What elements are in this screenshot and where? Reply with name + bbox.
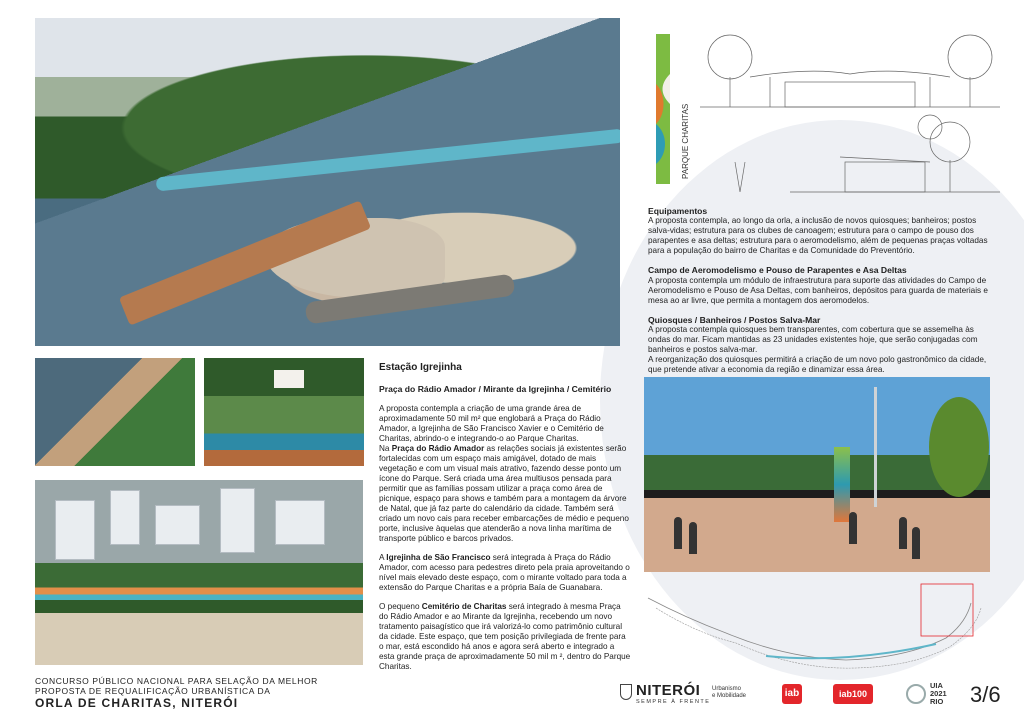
person: [849, 512, 857, 544]
station-description: [379, 362, 632, 672]
bike-path: [156, 128, 620, 191]
uia-logo: [930, 682, 947, 706]
iab100-logo: iab100: [833, 684, 873, 704]
section-text: A proposta contempla um módulo de infraestrutura para suporte das atividades do Campo de Aeromodelismo e Pouso de Asa Deltas, com banheiros, depósitos para guarda de materiais e mesa ao ar livre, que permita a montagem dos aeromodelos.: [648, 275, 988, 305]
person: [689, 522, 697, 554]
plaza-render-image: [644, 377, 990, 572]
niteroi-slogan: SEMPRE À FRENTE: [636, 699, 711, 705]
site-location-map: [646, 578, 996, 676]
uia-line: RIO: [930, 696, 944, 706]
urbanismo-line: Urbanismo: [712, 686, 742, 692]
parque-charitas-logo-bar: [656, 34, 696, 184]
station-text-1: A proposta contempla a criação de uma grande área de aproximadamente 50 mil m² que englobará a Praça do Rádio Amador, a Igrejinha de São Francisco Xavier e o Cemitério de Charitas, abrindo-o e integrando-o ao Parque Charitas.: [379, 403, 604, 443]
text-span: A: [379, 552, 387, 562]
urbanismo-logo: [712, 686, 746, 699]
text-span: Na: [379, 443, 392, 453]
kiosk-elevation-drawings: [700, 22, 1000, 202]
section-title-aeromodelismo: Campo de Aeromodelismo e Pouso de Parapentes e Asa Deltas: [648, 265, 907, 276]
park-totem: [834, 447, 850, 522]
uia-line: 2021: [930, 688, 947, 698]
text-span-bold: Igrejinha de São Francisco: [386, 552, 491, 562]
building: [110, 490, 140, 545]
station-title: Estação Igrejinha: [379, 362, 462, 373]
uia-line: UIA: [930, 681, 943, 690]
competition-title: [35, 676, 395, 711]
text-span: O pequeno: [379, 601, 422, 611]
section-title-equipamentos: Equipamentos: [648, 206, 708, 216]
logo-bar-label: PARQUE CHARITAS: [681, 103, 690, 179]
iab-logo: iab: [782, 684, 802, 704]
tree: [929, 397, 989, 497]
text-span-bold: Praça do Rádio Amador: [391, 443, 485, 453]
person: [899, 517, 907, 549]
urbanismo-line: e Mobilidade: [712, 692, 747, 699]
title-line: CONCURSO PÚBLICO NACIONAL PARA SELAÇÃO DA MELHOR: [35, 676, 318, 686]
niteroi-logo: NITERÓI: [636, 682, 701, 699]
page-number: 3/6: [970, 682, 1001, 707]
building: [220, 488, 255, 553]
text-span: será integrado à mesma Praça do Rádio Amador e ao Mirante da Igrejinha, recebendo um novo tratamento paisagístico que irá valorizá-lo como patrimônio cultural da cidade. Este espaço, que tem posição privilegiada de frente para o mar, está escondido há anos e agora será aberto e integrado a esta grande praça de aproximadamente 50 mil m ², dentro do Parque Charitas.: [379, 601, 631, 671]
aerial-image-waterfront: [35, 480, 363, 665]
project-title: ORLA DE CHARITAS, NITERÓI: [35, 696, 239, 711]
section-text: A proposta contempla, ao longo da orla, a inclusão de novos quiosques; banheiros; postos salva-vidas; estrutura para os clubes de canoagem; estrutura para o campo de pouso dos parapentes e asa deltas; estrutura para o aeromodelismo, além de pequenas praças voltadas para a população do bairro de Charitas e da Comunidade do Preventório.: [648, 216, 988, 256]
main-aerial-image: [35, 18, 620, 346]
text-span: as relações sociais já existentes serão fortalecidas com um espaço mais amigável, dotado de mais vegetação e com um visual mais atrativo, fazendo desse ponto um ícone do Parque. Será criada uma área multiusos pensada para permitir que as famílias possam utilizar a praça como área de picnique, espaço para shows e também para a montagem da árvore de Natal, que já faz parte do calendário da cidade. Também será criado um novo cais para receber embarcações de médio e pequeno porte, inclusive àquelas que atenderão a nova linha marítima de transporte público e barcos privados.: [379, 443, 629, 543]
section-title-quiosques: Quiosques / Banheiros / Postos Salva-Mar: [648, 314, 821, 325]
section-text: A reorganização dos quiosques permitirá a criação de um novo polo gastronômico da cidade, que pretende ativar a economia da região e dinamizar essa área.: [648, 355, 987, 375]
text-span: será integrada à Praça do Rádio Amador, com acesso para pedestres direto pela praia aproveitando o nível mais elevado deste espaço, com o mirante voltado para toda a extensão do Parque Charitas e a própria Baía de Guanabara.: [379, 552, 630, 592]
uia-circle-icon: [906, 684, 926, 704]
detail-image-church: [204, 358, 364, 466]
building: [55, 500, 95, 560]
niteroi-crest-icon: [620, 684, 632, 700]
light-pole: [874, 387, 877, 507]
station-subtitle: Praça do Rádio Amador / Mirante da Igrejinha / Cemitério: [379, 384, 612, 395]
person: [674, 517, 682, 549]
text-span-bold: Cemitério de Charitas: [421, 601, 507, 611]
church-building: [274, 370, 304, 388]
building: [155, 505, 200, 545]
detail-image-pier: [35, 358, 195, 466]
equipment-description: [648, 206, 993, 384]
person: [912, 527, 920, 559]
section-text: A proposta contempla quiosques bem transparentes, com cobertura que se assemelha às ondas do mar. Ficam mantidas as 23 unidades existentes hoje, que serão conjugadas com banheiros e postos salva-mar.: [648, 325, 978, 355]
building: [275, 500, 325, 545]
title-line: PROPOSTA DE REQUALIFICAÇÃO URBANÍSTICA DA: [35, 686, 271, 697]
